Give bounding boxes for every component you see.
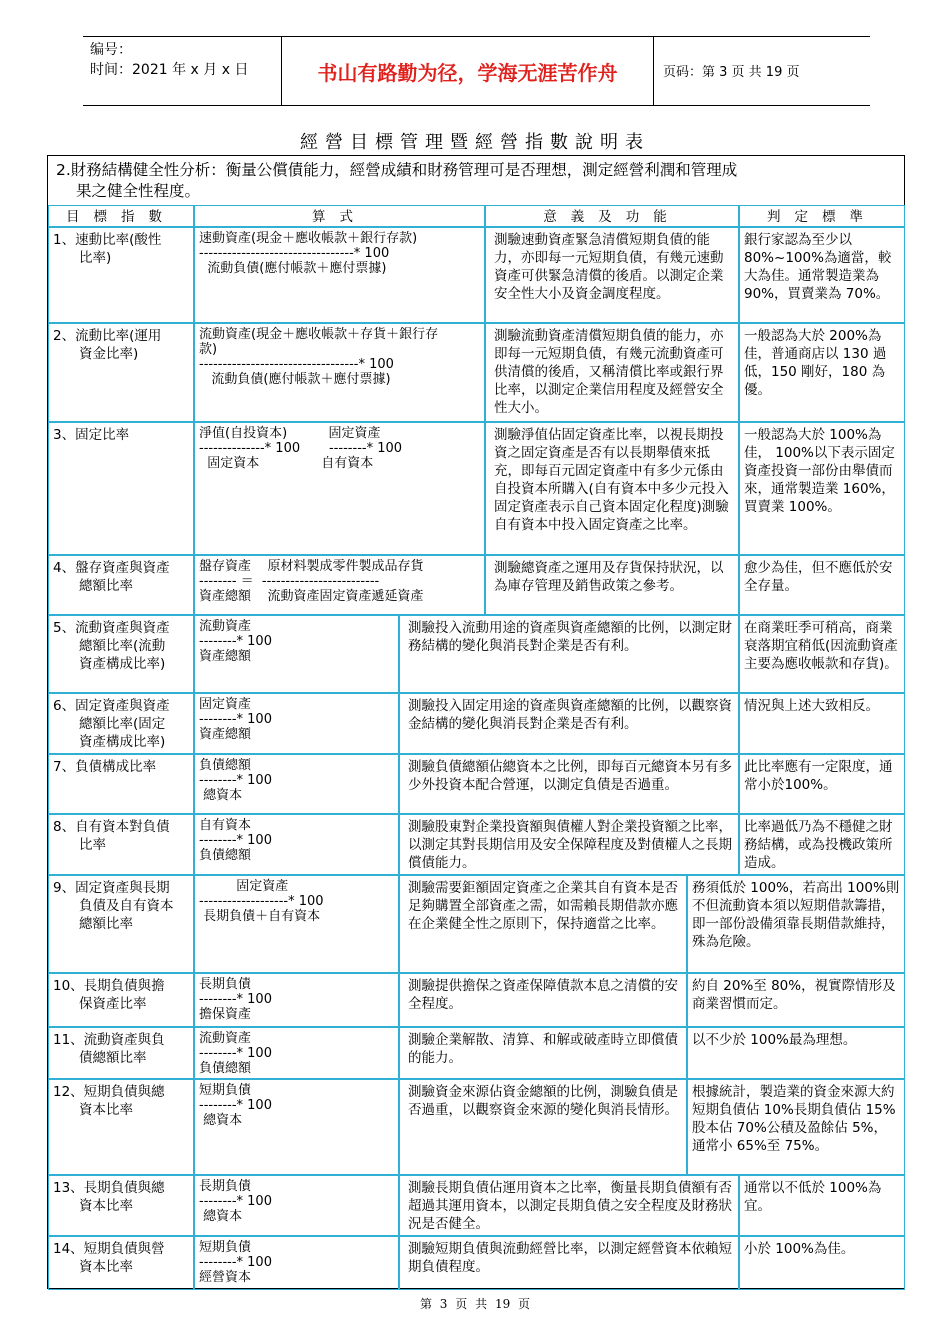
indicator-name-line: 14、短期負債與營 (53, 1241, 165, 1257)
standard-text: 愈少為佳，但不應低於安全存量。 (739, 555, 905, 615)
page-footer (0, 1295, 950, 1312)
indicator-name-line: 4、盤存資產與資產 (53, 560, 170, 576)
indicator-name-line: 總額比率(固定 (79, 716, 166, 732)
indicator-name-line: 11、流動資產與負 (53, 1032, 165, 1048)
formula-line: 擔保資產 (199, 1007, 252, 1022)
standard-text: 此比率應有一定限度，通常小於100%。 (739, 754, 905, 814)
indicator-name (48, 555, 194, 615)
formula-line: 流動資產(現金＋應收帳款＋存貨＋銀行存 (199, 327, 439, 342)
meaning-text: 測驗投入流動用途的資產與資產總額的比例，以測定財務結構的變化與消長對企業是否有利。 (399, 615, 739, 693)
meaning-text: 測驗長期負債佔運用資本之比率，衡量長期負債額有否超過其運用資本，以測定長期負債之安全程度及財務狀況是否健全。 (399, 1175, 739, 1236)
indicator-name-line: 1、速動比率(酸性 (53, 232, 162, 248)
footer-text-3: 共 (475, 1297, 488, 1311)
formula (194, 323, 485, 422)
column-header: 目標指數 (48, 205, 194, 227)
formula-line: --------* 100 (199, 992, 272, 1007)
formula (194, 615, 399, 693)
intro-line-1: 2.財務結構健全性分析：衡量公償債能力，經營成績和財務管理可是否理想，測定經營利潤和管理成 (56, 161, 738, 179)
formula-line: --------* 100 (199, 773, 272, 788)
formula-line: 長期負債＋自有資本 (199, 909, 321, 924)
formula-line: 總資本 (199, 1113, 243, 1128)
formula-line: 總資本 (199, 1209, 243, 1224)
meaning-text: 測驗企業解散、清算、和解或破產時立即償債的能力。 (399, 1027, 687, 1079)
meaning-text: 測驗總資產之運用及存貨保持狀況，以為庫存管理及銷售政策之參考。 (485, 555, 739, 615)
indicator-name (48, 323, 194, 422)
indicator-name-line: 總額比率 (79, 578, 133, 594)
formula-line: --------* 100 (199, 1046, 272, 1061)
document-title: 經營目標管理暨經營指數說明表 (300, 132, 650, 153)
formula-line: 總資本 (199, 788, 243, 803)
formula-line: 短期負債 (199, 1083, 252, 1098)
formula (194, 555, 485, 615)
formula-line: 固定資產 (199, 879, 289, 894)
standard-text: 通常以不低於 100%為宜。 (739, 1175, 905, 1236)
formula-line: 負債總額 (199, 758, 252, 773)
formula-line: 流動負債(應付帳款＋應付票據) (199, 372, 391, 387)
formula-line: ----------------------------------* 100 (199, 357, 394, 372)
formula-line: 淨值(自投資本) 固定資產 (199, 426, 381, 441)
column-header: 算式 (194, 205, 485, 227)
indicator-name-line: 13、長期負債與總 (53, 1180, 165, 1196)
indicator-name-line: 債總額比率 (79, 1050, 147, 1066)
page-number-label: 页码：第 3 页 共 19 页 (663, 65, 800, 80)
formula-line: 資產總額 流動資產固定資產遞延資產 (199, 589, 424, 604)
formula (194, 754, 399, 814)
meaning-text: 測驗提供擔保之資產保障債款本息之清償的安全程度。 (399, 973, 687, 1027)
indicator-name-line: 資本比率 (79, 1259, 133, 1275)
formula-line: 固定資產 (199, 697, 252, 712)
meaning-text: 測驗需要鉅額固定資產之企業其自有資本是否足夠購置全部資產之需，如需賴長期借款亦應在企業健全性之原則下，保持適當之比率。 (399, 875, 687, 973)
formula (194, 1236, 399, 1290)
indicator-name-line: 負債及自有資本 (79, 898, 174, 914)
formula-line: --------* 100 (199, 1194, 272, 1209)
formula-line: 流動資產 (199, 1031, 252, 1046)
indicator-name-line: 9、固定資產與長期 (53, 880, 170, 896)
indicator-name (48, 1236, 194, 1290)
indicator-name-line: 8、自有資本對負債 (53, 819, 170, 835)
indicator-name (48, 615, 194, 693)
intro-text (56, 160, 898, 202)
formula-line: 流動資產 (199, 619, 252, 634)
meaning-text: 測驗投入固定用途的資產與資產總額的比例，以觀察資金結構的變化與消長對企業是否有利。 (399, 693, 739, 754)
formula-line: 資產總額 (199, 649, 252, 664)
meaning-text: 測驗資金來源佔資金總額的比例，測驗負債是否過重，以觀察資金來源的變化與消長情形。 (399, 1079, 687, 1175)
indicator-name (48, 814, 194, 875)
formula-line: 自有資本 (199, 818, 252, 833)
meaning-text: 測驗負債總額佔總資本之比例，即每百元總資本另有多少外投資本配合營運，以測定負債是否過重。 (399, 754, 739, 814)
formula-line: 長期負債 (199, 977, 252, 992)
time-label: 时间：2021 年 x 月 x 日 (90, 62, 249, 78)
indicator-name (48, 1027, 194, 1079)
formula-line: --------* 100 (199, 1255, 272, 1270)
indicator-name-line: 資金比率) (79, 346, 139, 362)
formula (194, 422, 485, 555)
indicator-name-line: 2、流動比率(運用 (53, 328, 162, 344)
indicator-name-line: 比率) (79, 250, 112, 266)
code-label: 编号： (90, 42, 132, 58)
indicator-name-line: 3、固定比率 (53, 427, 130, 443)
indicator-name-line: 7、負債構成比率 (53, 759, 157, 775)
formula-line: 短期負債 (199, 1240, 252, 1255)
standard-text: 根據統計，製造業的資金來源大約短期負債佔 10%長期負債佔 15%股本佔 70%公積及盈餘佔 5%，通常小 65%至 75%。 (687, 1079, 905, 1175)
formula-line: ---------------------------------* 100 (199, 246, 390, 261)
formula (194, 227, 485, 323)
column-header: 意義及功能 (485, 205, 739, 227)
standard-text: 約自 20%至 80%，視實際情形及商業習慣而定。 (687, 973, 905, 1027)
indicator-name-line: 資本比率 (79, 1102, 133, 1118)
standard-text: 銀行家認為至少以80%~100%為適當，較大為佳。通常製造業為 90%，買賣業為 70%。 (739, 227, 905, 323)
indicator-name (48, 1079, 194, 1175)
standard-text: 一般認為大於 200%為佳，普通商店以 130 過低，150 剛好，180 為優。 (739, 323, 905, 422)
indicator-name-line: 10、長期負債與擔 (53, 978, 165, 994)
indicator-name-line: 資產構成比率) (79, 734, 166, 750)
indicator-name (48, 422, 194, 555)
footer-text-1: 第 (419, 1297, 432, 1311)
standard-text: 一般認為大於 100%為佳， 100%以下表示固定資產投資一部份由舉債而來，通常製造業 160%，買賣業 100%。 (739, 422, 905, 555)
formula-line: 速動資產(現金＋應收帳款＋銀行存款) (199, 231, 418, 246)
formula-line: 經營資本 (199, 1270, 252, 1285)
formula-line: --------* 100 (199, 1098, 272, 1113)
formula-line: -------------------* 100 (199, 894, 324, 909)
formula-line: 負債總額 (199, 848, 252, 863)
indicator-name-line: 總額比率(流動 (79, 638, 166, 654)
formula-line: 款) (199, 342, 218, 357)
meaning-text: 測驗流動資產清償短期負債的能力，亦即每一元短期負債，有幾元流動資產可供清償的後盾，又稱清償比率或銀行界比率，以測定企業信用程度及經營安全性大小。 (485, 323, 739, 422)
footer-total: 19 (494, 1297, 511, 1311)
standard-text: 比率過低乃為不穩健之財務結構，或為投機政策所造成。 (739, 814, 905, 875)
indicator-name-line: 總額比率 (79, 916, 133, 932)
indicator-name (48, 875, 194, 973)
formula (194, 814, 399, 875)
indicator-name-line: 12、短期負債與總 (53, 1084, 165, 1100)
standard-text: 在商業旺季可稍高，商業衰落期宜稍低(因流動資產主要為應收帳款和存貨)。 (739, 615, 905, 693)
formula-line: 長期負債 (199, 1179, 252, 1194)
formula-line: 負債總額 (199, 1061, 252, 1076)
motto: 书山有路勤为径，学海无涯苦作舟 (281, 37, 654, 105)
formula-line: --------* 100 (199, 634, 272, 649)
standard-text: 務須低於 100%，若高出 100%則不但流動資本須以短期借款籌措，即一部份設備須靠長期借款維持，殊為危險。 (687, 875, 905, 973)
indicator-name-line: 資產構成比率) (79, 656, 166, 672)
formula-line: 盤存資產 原材料製成零件製成品存貨 (199, 559, 424, 574)
formula-line: --------* 100 (199, 712, 272, 727)
indicator-name (48, 693, 194, 754)
footer-text-4: 页 (518, 1297, 531, 1311)
formula (194, 693, 399, 754)
footer-text-2: 页 (455, 1297, 468, 1311)
page-header (83, 36, 870, 106)
indicator-name-line: 5、流動資產與資產 (53, 620, 170, 636)
indicator-table (47, 155, 905, 1289)
formula-line: -------- ＝ ------------------------- (199, 574, 380, 589)
indicator-name (48, 1175, 194, 1236)
formula (194, 1027, 399, 1079)
meaning-text: 測驗短期負債與流動經營比率，以測定經營資本依賴短期負債程度。 (399, 1236, 739, 1290)
formula (194, 1079, 399, 1175)
indicator-name-line: 資本比率 (79, 1198, 133, 1214)
indicator-name (48, 754, 194, 814)
footer-page: 3 (439, 1297, 448, 1311)
column-header: 判定標準 (739, 205, 905, 227)
standard-text: 小於 100%為佳。 (739, 1236, 905, 1290)
standard-text: 情況與上述大致相反。 (739, 693, 905, 754)
intro-line-2: 果之健全性程度。 (76, 182, 201, 200)
indicator-name (48, 973, 194, 1027)
formula-line: --------* 100 (199, 833, 272, 848)
header-meta (90, 40, 248, 80)
formula (194, 973, 399, 1027)
indicator-name-line: 保資產比率 (79, 996, 147, 1012)
indicator-name-line: 6、固定資產與資產 (53, 698, 170, 714)
indicator-name (48, 227, 194, 323)
formula-line: 固定資本 自有資本 (199, 456, 374, 471)
indicator-name-line: 比率 (79, 837, 106, 853)
formula-line: --------------* 100 --------* 100 (199, 441, 403, 456)
meaning-text: 測驗淨值佔固定資產比率，以視長期投資之固定資產是否有以長期舉債來抵充，即每百元固定資產中有多少元係由自投資本所購入(自有資本中多少元投入固定資產表示自己資本固定化程度)測驗自有資本中投入固定資產之比率。 (485, 422, 739, 555)
formula (194, 875, 399, 973)
formula (194, 1175, 399, 1236)
formula-line: 流動負債(應付帳款＋應付票據) (199, 261, 387, 276)
standard-text: 以不少於 100%最為理想。 (687, 1027, 905, 1079)
meaning-text: 測驗速動資產緊急清償短期負債的能力，亦即每一元短期負債，有幾元速動資產可供緊急清償的後盾。以測定企業安全性大小及資金調度程度。 (485, 227, 739, 323)
formula-line: 資產總額 (199, 727, 252, 742)
meaning-text: 測驗股東對企業投資額與債權人對企業投資額之比率，以測定其對長期信用及安全保障程度及對債權人之長期償債能力。 (399, 814, 739, 875)
